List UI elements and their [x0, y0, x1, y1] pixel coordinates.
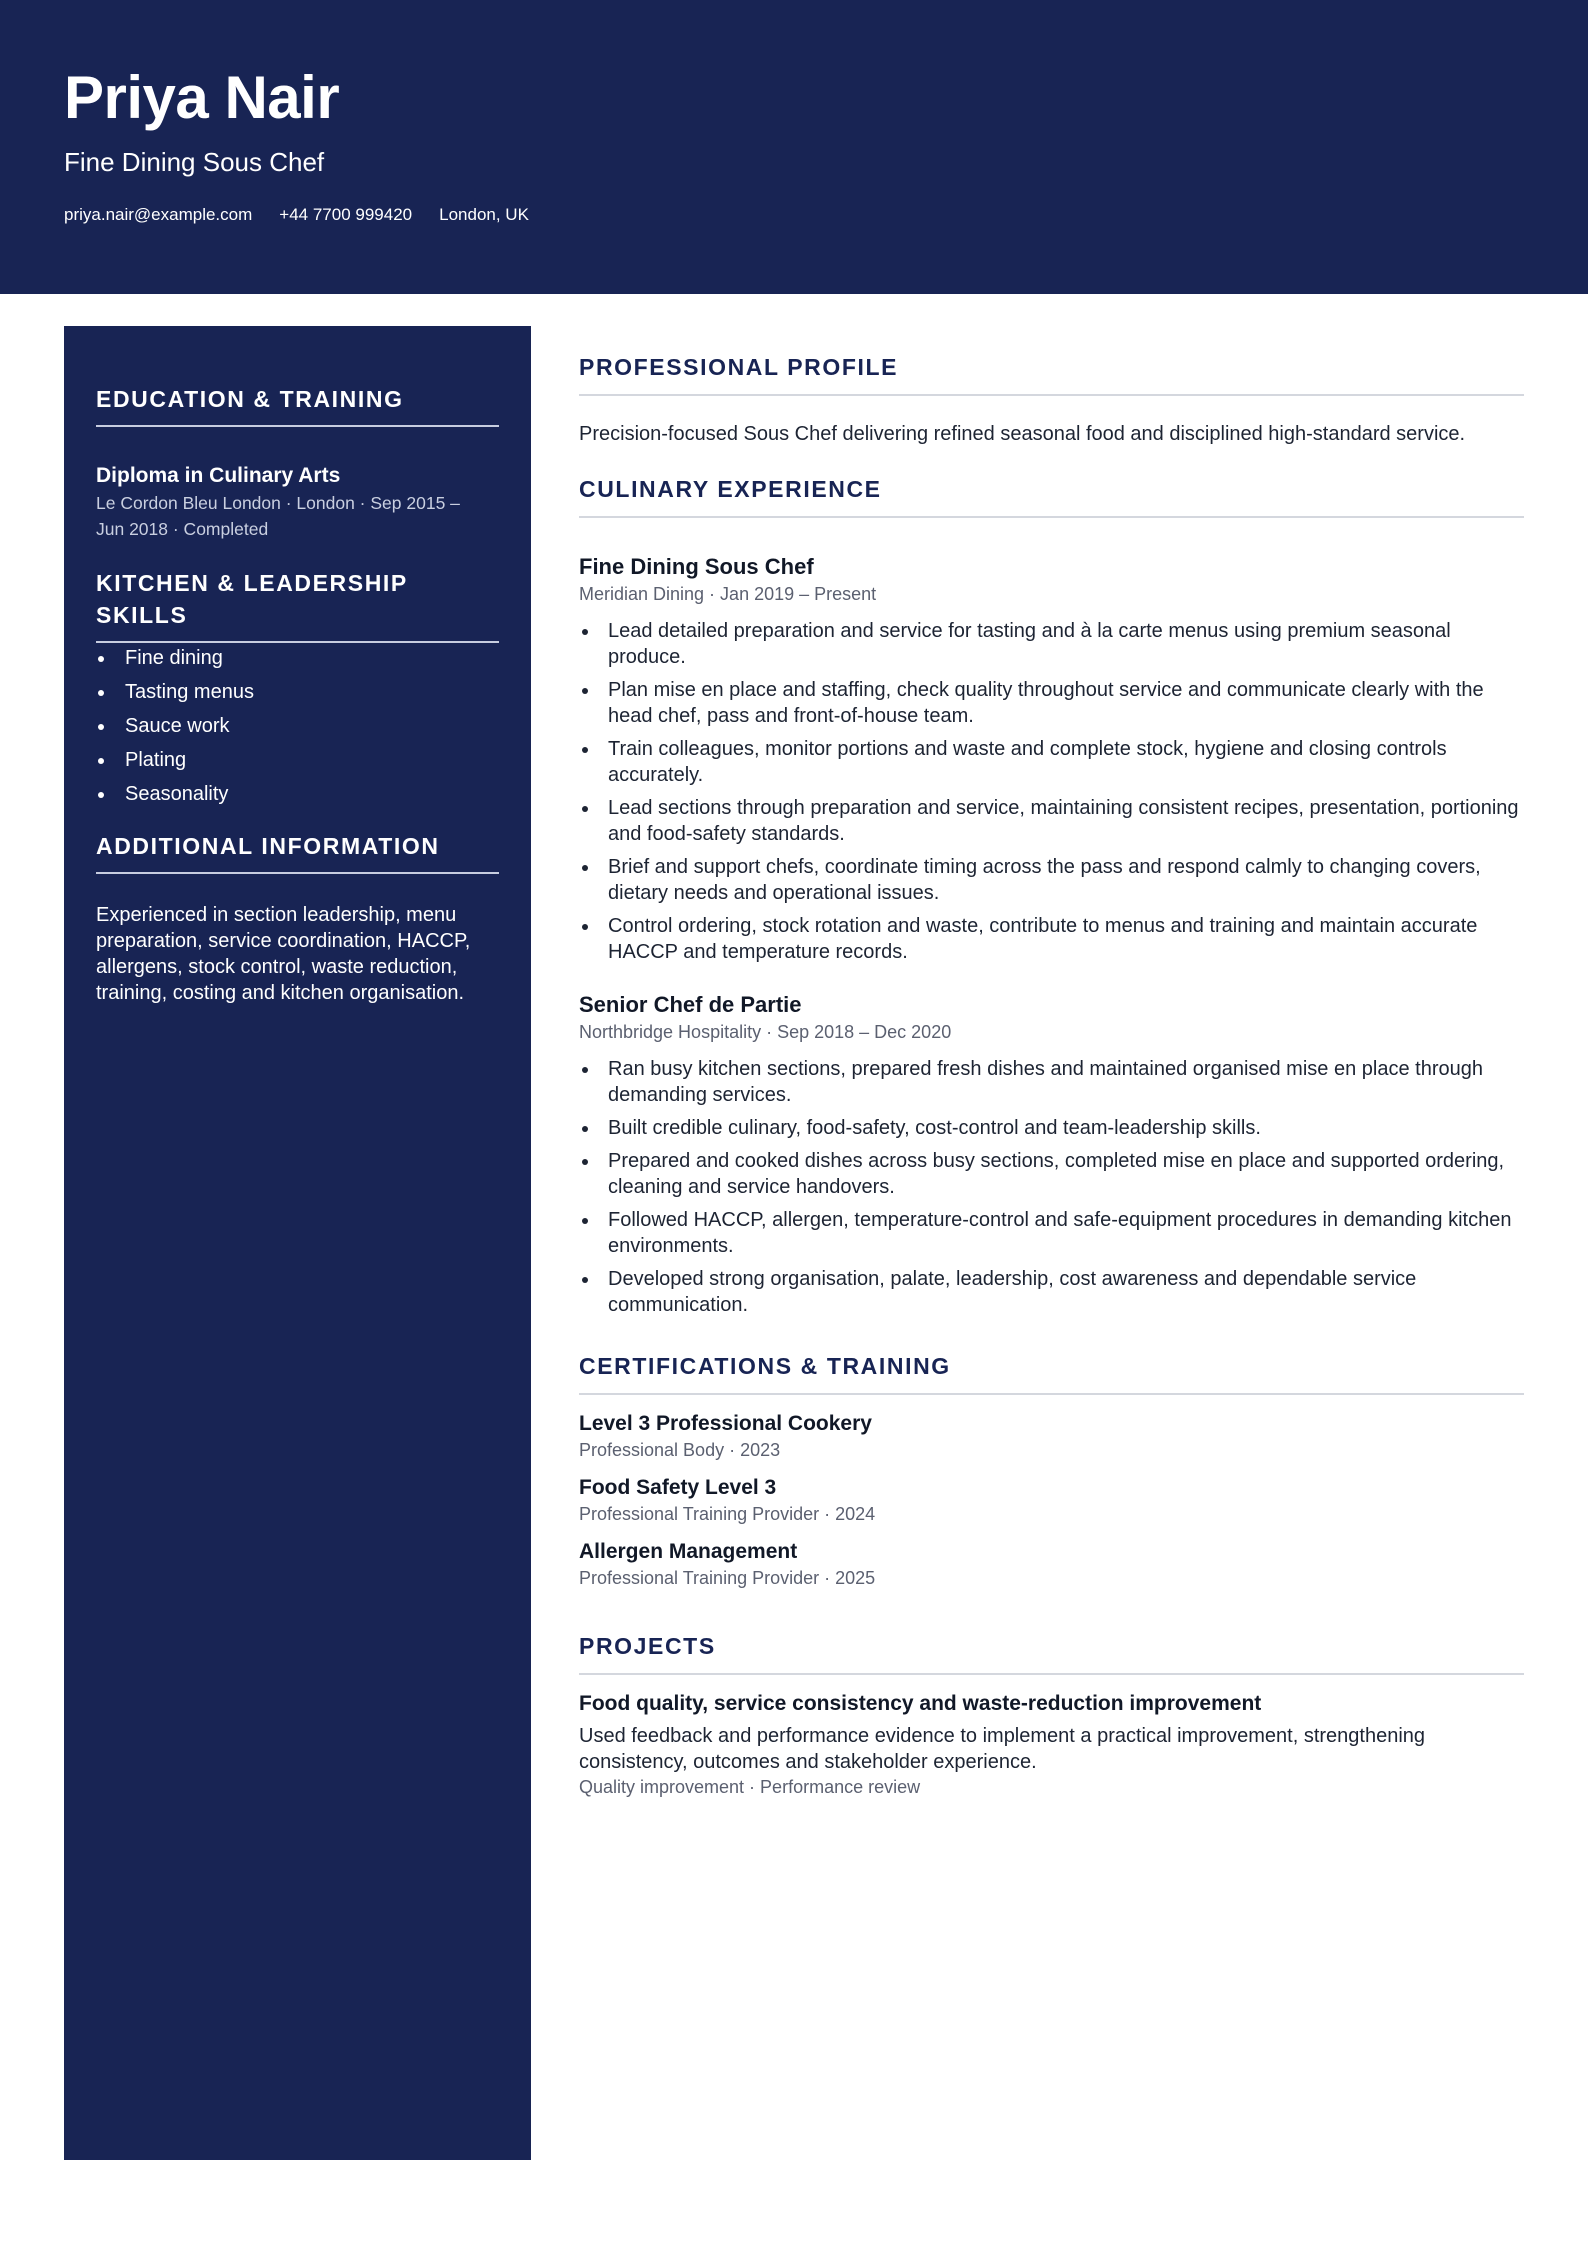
cert-name: Food Safety Level 3: [579, 1476, 777, 1499]
project-name: Food quality, service consistency and waste-reduction improvement: [579, 1692, 1262, 1715]
job-entry: [579, 990, 1524, 1325]
candidate-role: Fine Dining Sous Chef: [64, 147, 325, 177]
education-meta-line2: Jun 2018 · Completed: [96, 519, 269, 539]
cert-meta: Professional Body · 2023: [579, 1440, 781, 1460]
list-item: Plan mise en place and staffing, check quality throughout service and communicate clearly with the head chef, pass and front-of-house team.: [579, 677, 1524, 729]
education-section: [96, 383, 499, 427]
profile-heading: PROFESSIONAL PROFILE: [579, 354, 899, 380]
profile-body: [579, 420, 1524, 448]
profile-section: [579, 351, 1524, 396]
certifications-section: [579, 1350, 1524, 1395]
list-item: Plating: [96, 743, 499, 777]
projects-divider: [579, 1673, 1524, 1675]
contact-phone[interactable]: +44 7700 999420: [279, 205, 413, 224]
job-title: Fine Dining Sous Chef: [579, 554, 814, 579]
list-item: Developed strong organisation, palate, leadership, cost awareness and dependable service communication.: [579, 1266, 1524, 1318]
skills-heading: KITCHEN & LEADERSHIP SKILLS: [96, 570, 408, 628]
education-degree: Diploma in Culinary Arts: [96, 464, 341, 487]
profile-text: Precision-focused Sous Chef delivering refined seasonal food and disciplined high-standard service.: [579, 423, 1466, 445]
certifications-heading: CERTIFICATIONS & TRAINING: [579, 1353, 951, 1379]
cert-name: Level 3 Professional Cookery: [579, 1412, 872, 1435]
cert-entry: [579, 1474, 1524, 1526]
list-item: Seasonality: [96, 777, 499, 811]
list-item: Lead detailed preparation and service for tasting and à la carte menus using premium seasonal produce.: [579, 618, 1524, 670]
profile-divider: [579, 394, 1524, 396]
education-heading: EDUCATION & TRAINING: [96, 386, 404, 412]
list-item: Sauce work: [96, 709, 499, 743]
experience-heading: CULINARY EXPERIENCE: [579, 476, 882, 502]
certifications-divider: [579, 1393, 1524, 1395]
project-meta: Quality improvement · Performance review: [579, 1777, 921, 1797]
contact-email[interactable]: priya.nair@example.com: [64, 205, 253, 224]
candidate-name: Priya Nair: [64, 64, 340, 131]
job-entry: [579, 552, 1524, 972]
sidebar: [64, 326, 531, 2160]
projects-heading: PROJECTS: [579, 1633, 716, 1659]
job-meta: Northbridge Hospitality · Sep 2018 – Dec 2020: [579, 1022, 952, 1042]
job-meta: Meridian Dining · Jan 2019 – Present: [579, 584, 877, 604]
job-bullets: [579, 618, 1524, 965]
project-text: Used feedback and performance evidence to implement a practical improvement, strengthening consistency, outcomes and stakeholder experience.: [579, 1725, 1426, 1773]
contact-location: London, UK: [439, 205, 529, 224]
list-item: Brief and support chefs, coordinate timing across the pass and respond calmly to changing covers, dietary needs and operational issues.: [579, 854, 1524, 906]
list-item: Built credible culinary, food-safety, cost-control and team-leadership skills.: [579, 1115, 1524, 1141]
list-item: Tasting menus: [96, 675, 499, 709]
cert-name: Allergen Management: [579, 1540, 798, 1563]
cert-meta: Professional Training Provider · 2024: [579, 1504, 876, 1524]
additional-divider: [96, 872, 499, 874]
cert-entry: [579, 1410, 1524, 1462]
job-title: Senior Chef de Partie: [579, 992, 802, 1017]
list-item: Prepared and cooked dishes across busy sections, completed mise en place and supported ordering, cleaning and service handovers.: [579, 1148, 1524, 1200]
education-item: [96, 462, 499, 542]
list-item: Train colleagues, monitor portions and waste and complete stock, hygiene and closing controls accurately.: [579, 736, 1524, 788]
job-bullets: [579, 1056, 1524, 1318]
education-meta-line1: Le Cordon Bleu London · London · Sep 2015 –: [96, 493, 460, 513]
experience-divider: [579, 516, 1524, 518]
education-divider: [96, 425, 499, 427]
experience-section: [579, 473, 1524, 518]
list-item: Control ordering, stock rotation and waste, contribute to menus and training and maintain accurate HACCP and temperature records.: [579, 913, 1524, 965]
project-entry: [579, 1689, 1524, 1799]
additional-text: Experienced in section leadership, menu preparation, service coordination, HACCP, allergens, stock control, waste reduction, training, costing and kitchen organisation.: [96, 904, 471, 1004]
skills-list: [96, 641, 499, 811]
list-item: Ran busy kitchen sections, prepared fresh dishes and maintained organised mise en place through demanding services.: [579, 1056, 1524, 1108]
list-item: Followed HACCP, allergen, temperature-control and safe-equipment procedures in demanding kitchen environments.: [579, 1207, 1524, 1259]
additional-heading: ADDITIONAL INFORMATION: [96, 833, 440, 859]
cert-entry: [579, 1538, 1524, 1590]
additional-section: [96, 830, 499, 874]
skills-list-wrap: [96, 641, 499, 811]
projects-section: [579, 1630, 1524, 1675]
resume-header: [0, 0, 1588, 294]
skills-section: [96, 567, 499, 643]
list-item: Lead sections through preparation and service, maintaining consistent recipes, presentation, portioning and food-safety standards.: [579, 795, 1524, 847]
cert-meta: Professional Training Provider · 2025: [579, 1568, 876, 1588]
contact-bar: [64, 203, 529, 227]
additional-body: [96, 902, 499, 1006]
list-item: Fine dining: [96, 641, 499, 675]
